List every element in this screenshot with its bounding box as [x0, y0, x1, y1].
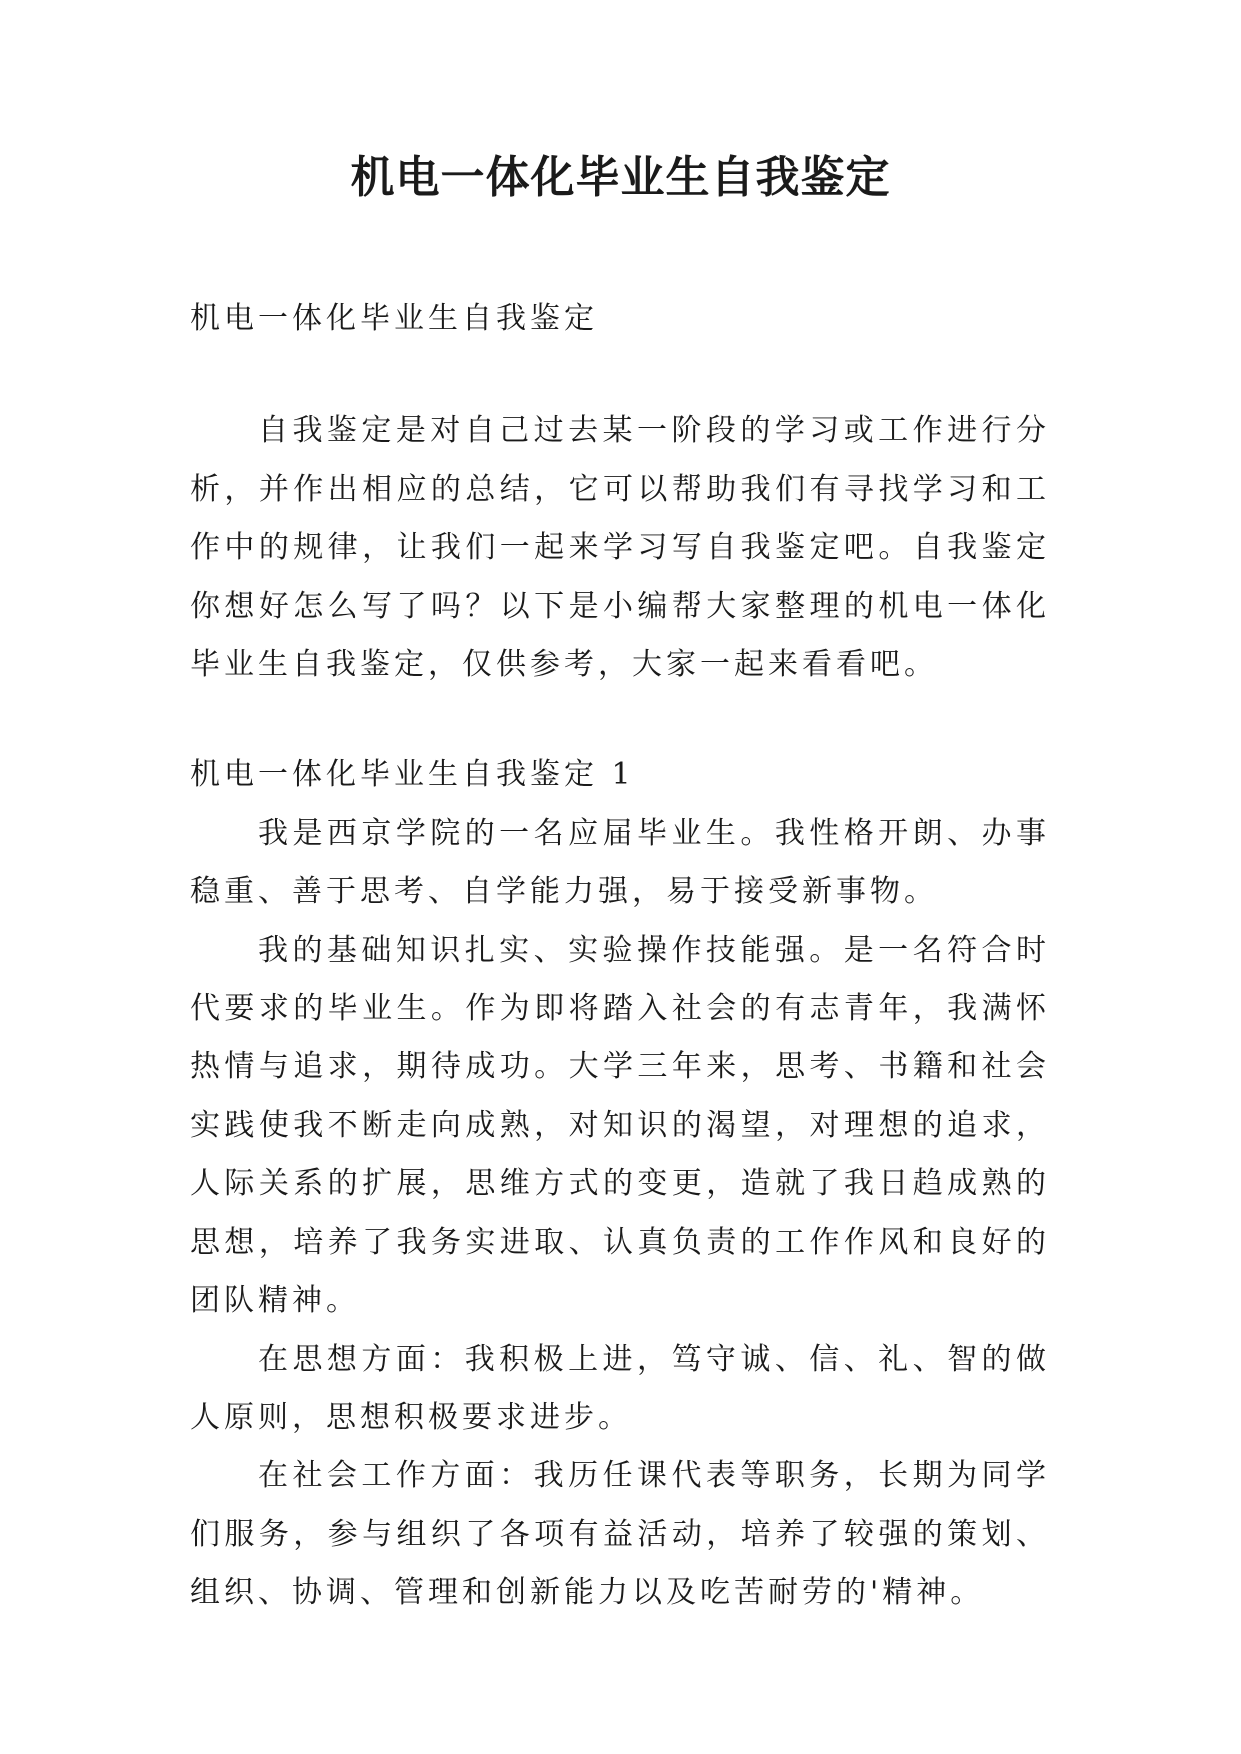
document-title: 机电一体化毕业生自我鉴定 [350, 152, 891, 203]
document-body [190, 290, 1050, 1623]
section-heading: 机电一体化毕业生自我鉴定 1 [190, 757, 635, 793]
document-subtitle: 机电一体化毕业生自我鉴定 [190, 301, 598, 336]
body-paragraph: 我是西京学院的一名应届毕业生。我性格开朗、办事稳重、善于思考、自学能力强，易于接受新事物。 [190, 815, 1050, 910]
body-paragraph: 我的基础知识扎实、实验操作技能强。是一名符合时代要求的毕业生。作为即将踏入社会的有志青年，我满怀热情与追求，期待成功。大学三年来，思考、书籍和社会实践使我不断走向成熟，对知识的渴望，对理想的追求，人际关系的扩展，思维方式的变更，造就了我日趋成熟的思想，培养了我务实进取、认真负责的工作作风和良好的团队精神。 [190, 932, 1050, 1319]
intro-paragraph: 自我鉴定是对自己过去某一阶段的学习或工作进行分析，并作出相应的总结，它可以帮助我们有寻找学习和工作中的规律，让我们一起来学习写自我鉴定吧。自我鉴定你想好怎么写了吗？以下是小编帮大家整理的机电一体化毕业生自我鉴定，仅供参考，大家一起来看看吧。 [190, 413, 1050, 683]
body-paragraph: 在社会工作方面：我历任课代表等职务，长期为同学们服务，参与组织了各项有益活动，培养了较强的策划、组织、协调、管理和创新能力以及吃苦耐劳的'精神。 [190, 1458, 1050, 1611]
body-paragraph: 在思想方面：我积极上进，笃守诚、信、礼、智的做人原则，思想积极要求进步。 [190, 1341, 1050, 1435]
